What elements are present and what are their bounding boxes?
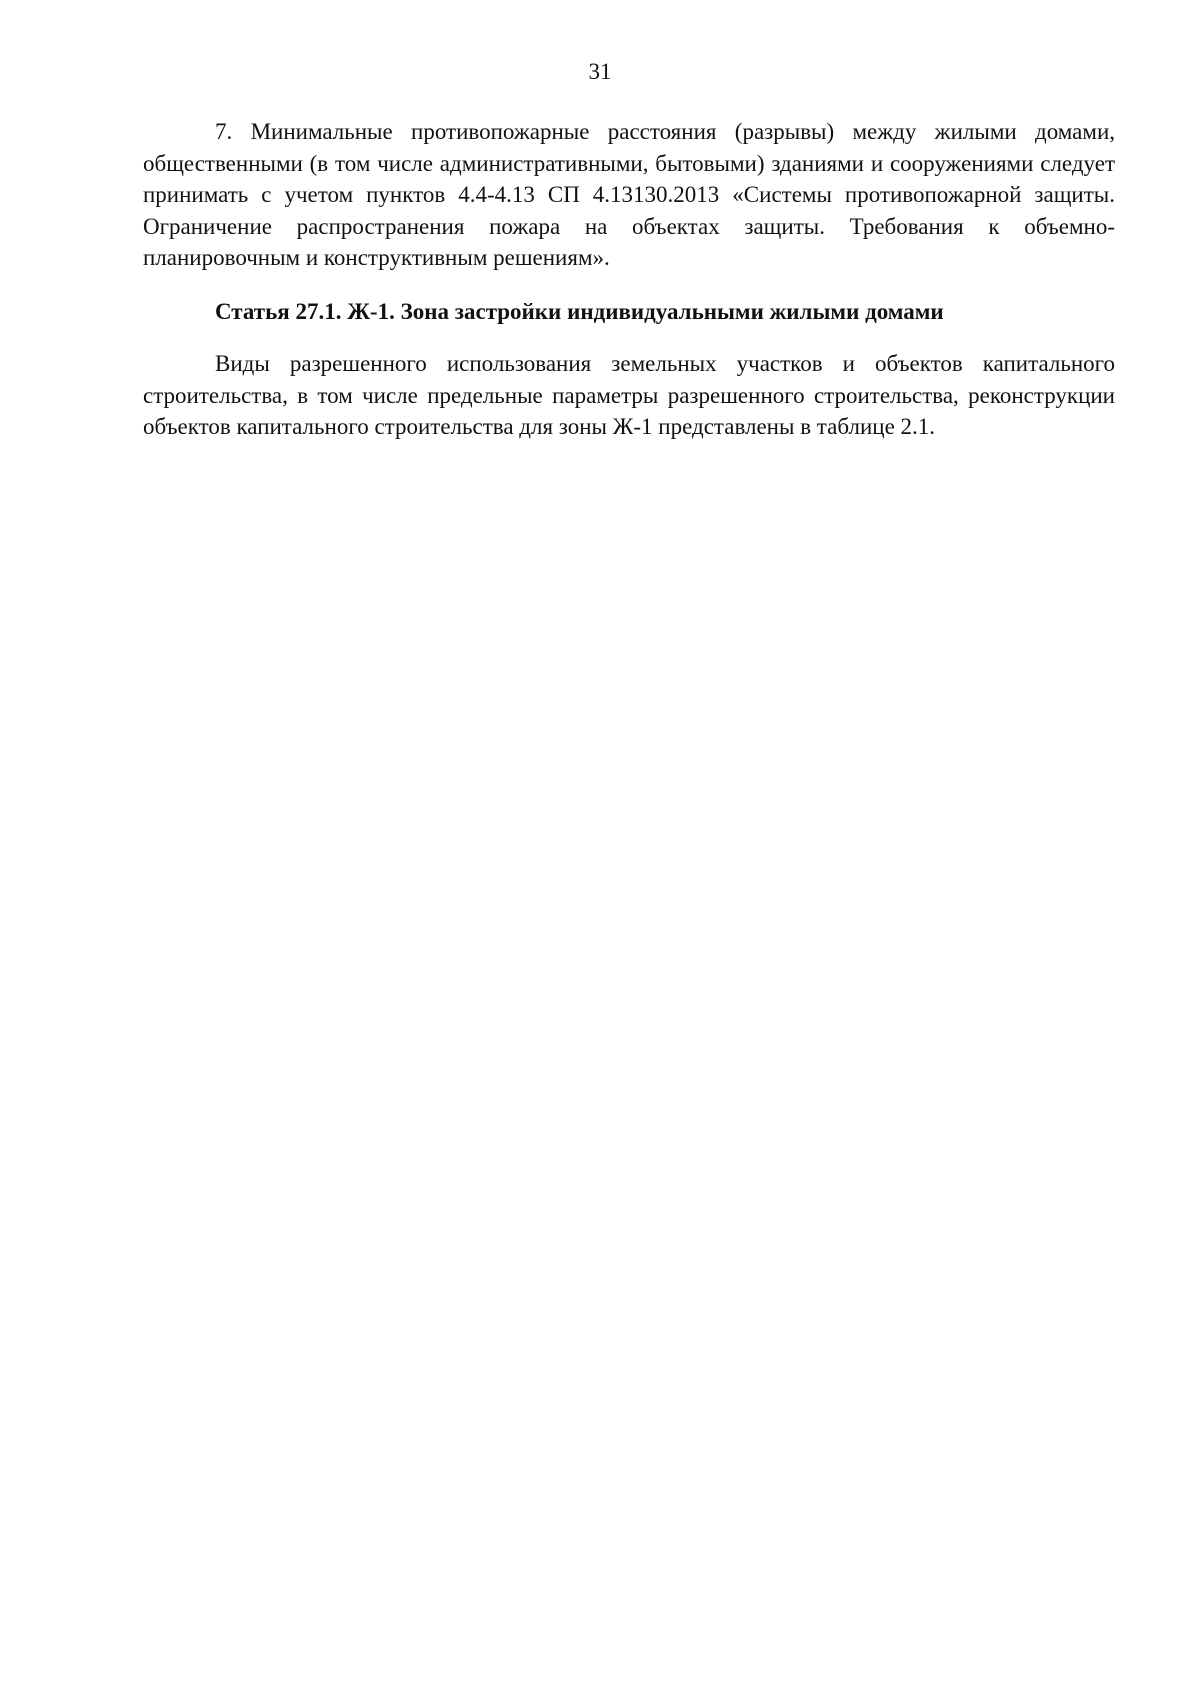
page-number: 31 [588,59,612,84]
paragraph-fire-distances: 7. Минимальные противопожарные расстояния (разрывы) между жилыми домами, общественными (в том числе административными, бытовыми) зданиями и сооружениями следует принимать с учетом пунктов 4.4-4.13 СП 4.13130.2013 «Системы противопожарной защиты. Ограничение распространения пожара на объектах защиты. Требования к объемно-планировочным и конструктивным решениям». [143,119,1115,270]
section-heading: Статья 27.1. Ж-1. Зона застройки индивидуальными жилыми домами [215,298,944,324]
document-body [143,116,1115,443]
paragraph-land-use: Виды разрешенного использования земельных участков и объектов капитального строительства, в том числе предельные параметры разрешенного строительства, реконструкции объектов капитального строительства для зоны Ж-1 представлены в таблице 2.1. [143,351,1115,439]
